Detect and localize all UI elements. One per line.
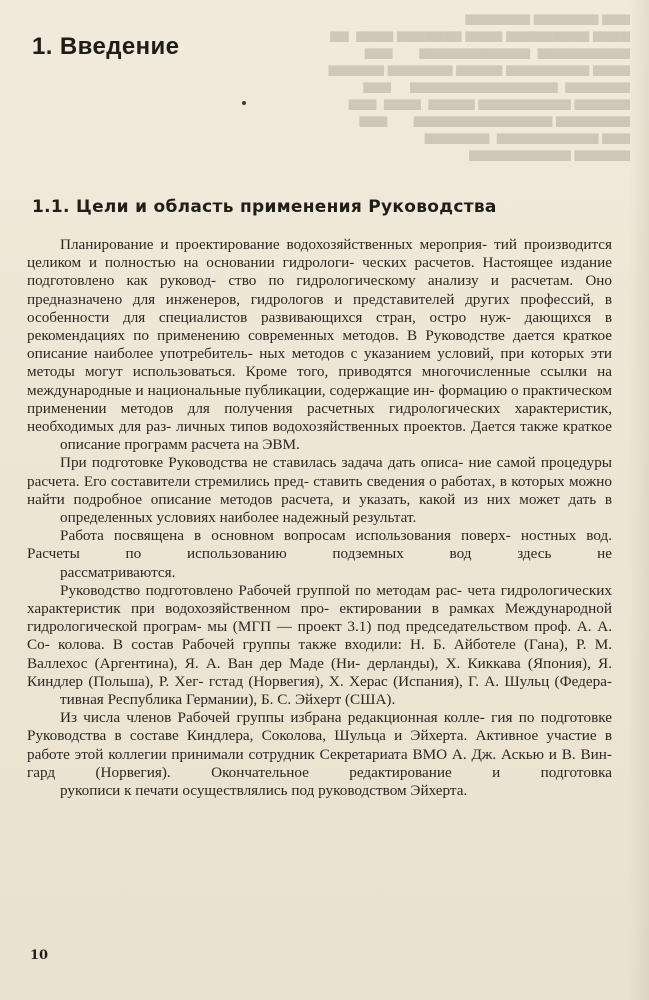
text-line: гстад (Норвегия), Х. Херас (Испания), Г. А. Шульц (Федера- xyxy=(208,672,612,690)
text-line: При подготовке Руководства не ставилась задача дать описа- xyxy=(60,454,464,472)
text-line: тий производится целиком и полностью на основании гидрологи- xyxy=(27,236,612,272)
text-line: Работа посвящена в основном вопросам использования поверх- xyxy=(60,527,511,545)
text-line: дерланды), Х. Киккава (Япония), Я. Киндлер (Польша), Р. Хег- xyxy=(27,654,612,690)
text-line: В Руководстве дается краткое описание наиболее употребитель- xyxy=(27,327,612,363)
paragraph-4 xyxy=(27,582,612,709)
text-line: ство по гидрологическому анализу и расчетам. Оно предназначено xyxy=(27,272,613,308)
text-line: дающихся в рекомендациях по применению современных методов. xyxy=(27,308,612,345)
paragraph-3 xyxy=(27,527,612,582)
text-line: расчетных гидрологических характеристик, необходимых для раз- xyxy=(27,399,612,436)
paragraph-1 xyxy=(27,236,612,454)
text-line-last: описание программ расчета на ЭВМ. xyxy=(60,436,300,454)
body-text xyxy=(27,236,612,800)
text-line-last: определенных условиях наиболее надежный результат. xyxy=(60,509,417,527)
text-line: личных типов водохозяйственных проектов. Дается также краткое xyxy=(176,418,612,436)
text-line: колова. В состав Рабочей группы также входили: Н. Б. Айботеле xyxy=(58,636,516,654)
text-line: на международные и национальные публикации, содержащие ин- xyxy=(27,363,612,399)
text-line: ставить сведения о работах, в которых можно найти подробное xyxy=(27,472,612,508)
bleed-through-texture: ▆▆▆ ▆▆▆▆▆▆▆ ▆▆▆▆▆▆▆ ▆▆▆▆ ▆▆▆▆▆▆▆▆▆ ▆▆▆▆ ▆▆▆▆▆▆▆ ▆▆▆▆ ▆▆ ▆▆▆▆▆▆▆▆▆▆ ▆▆▆▆▆▆▆▆▆▆▆▆ ▆▆▆ ▆▆▆▆ ▆▆▆▆▆▆▆▆▆ ▆▆▆▆▆ ▆▆▆▆▆▆▆ ▆▆▆▆▆▆ ▆▆▆▆▆▆▆ ▆▆▆▆▆▆▆▆▆▆▆▆▆▆▆▆ ▆▆▆ ▆▆▆▆▆▆ ▆▆▆▆▆▆▆▆▆▆ ▆▆▆▆▆ ▆▆▆▆ ▆▆▆ ▆▆▆▆▆▆▆▆ ▆▆▆▆▆▆▆▆▆▆▆▆▆▆▆ ▆▆▆ ▆▆▆ ▆▆▆▆▆▆▆▆▆▆▆ ▆▆▆▆▆▆▆ ▆▆▆▆▆▆ ▆▆▆▆▆▆▆▆▆▆▆ xyxy=(328,11,630,161)
paragraph-5 xyxy=(27,709,612,800)
text-line: ние самой процедуры расчета. Его составители стремились пред- xyxy=(27,454,612,490)
text-line: особенности для специалистов развивающихся стран, остро нуж- xyxy=(27,308,511,326)
ink-speck xyxy=(242,101,246,105)
text-line: гия по подготовке Руководства в составе Киндлера, Соколова, xyxy=(27,709,612,745)
text-line: использоваться. Кроме того, приводятся многочисленные ссылки xyxy=(132,363,588,381)
text-line: принимали сотрудник Секретариата ВМО А. Дж. Аскью и В. Вин- xyxy=(171,745,612,763)
text-line: гард (Норвегия). Окончательное редактирование и подготовка xyxy=(27,763,612,781)
paragraph-2 xyxy=(27,454,612,527)
text-line: ностных вод. Расчеты по использованию подземных вод здесь не xyxy=(27,527,613,563)
text-line: Руководство подготовлено Рабочей группой по методам рас- xyxy=(60,581,462,599)
text-line: Шульца и Эйхерта. Активное участие в работе этой коллегии xyxy=(27,727,612,763)
text-line: ектировании в рамках Международной гидрологической програм- xyxy=(27,600,612,636)
page-edge-shadow xyxy=(629,0,649,1000)
text-line: чета гидрологических характеристик при водохозяйственном про- xyxy=(27,581,612,618)
text-line: Планирование и проектирование водохозяйственных мероприя- xyxy=(60,236,488,253)
section-title: 1.1. Цели и область применения Руководства xyxy=(32,197,497,217)
text-line-last: рассматриваются. xyxy=(60,563,176,581)
text-line: Из числа членов Рабочей группы избрана редакционная колле- xyxy=(60,709,485,727)
text-line: для инженеров, гидрологов и представителей других профессий, в xyxy=(132,290,612,308)
text-line: мы (МГП — проект 3.1) под председательством проф. А. А. Со- xyxy=(27,618,613,654)
page-number: 10 xyxy=(30,948,49,963)
text-line-last: тивная Республика Германии), Б. С. Эйхерт (США). xyxy=(60,691,396,709)
text-line: формацию о практическом применении методов для получения xyxy=(27,381,613,417)
text-line: описание методов расчета, и указать, какой из них может дать в xyxy=(150,490,613,508)
text-line: (Гана), Р. М. Валлехос (Аргентина), Я. А. Ван дер Маде (Ни- xyxy=(27,636,612,672)
text-line: ческих расчетов. Настоящее издание подготовлено как руковод- xyxy=(27,254,612,290)
text-line: ных методов с указанием условий, при которых эти методы могут xyxy=(27,345,612,381)
chapter-title: 1. Введение xyxy=(32,33,180,60)
text-line-last: рукописи к печати осуществлялись под руководством Эйхерта. xyxy=(60,782,468,800)
